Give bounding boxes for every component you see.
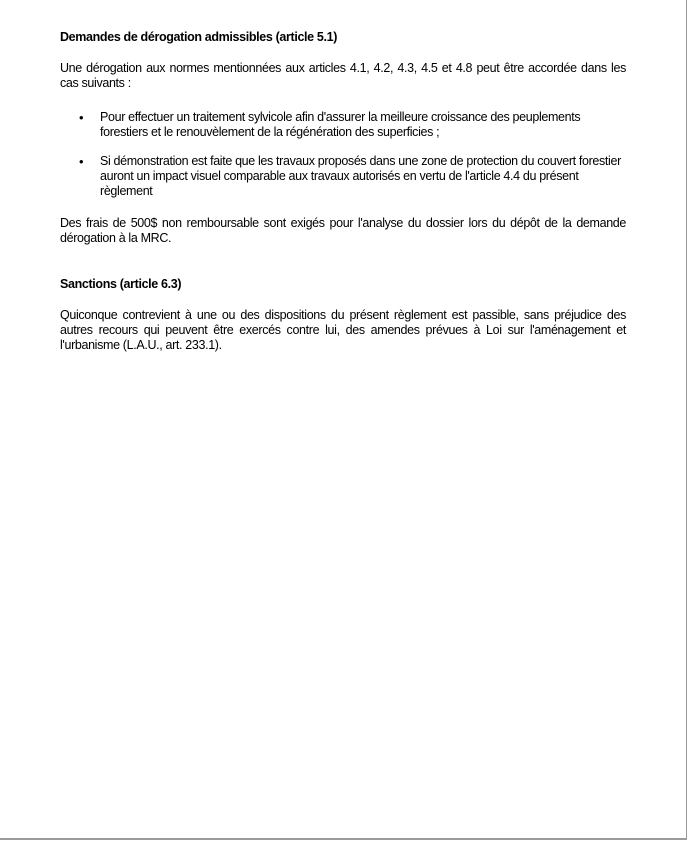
list-item-text: Si démonstration est faite que les travaux proposés dans une zone de protection du couvert forestier auront un impact visuel comparable aux travaux autorisés en vertu de l'article 4.4 du présent règlement [100, 154, 621, 198]
derogation-cases-list [60, 110, 626, 199]
document-body [60, 30, 626, 353]
sanctions-paragraph: Quiconque contrevient à une ou des dispositions du présent règlement est passible, sans préjudice des autres recours qui peuvent être exercés contre lui, des amendes prévues à Loi sur l'aménagement et l'urbanisme (L.A.U., art. 233.1). [60, 308, 626, 352]
list-item [60, 154, 626, 199]
bullet-icon: • [79, 110, 84, 125]
section-heading-sanctions: Sanctions (article 6.3) [60, 277, 182, 291]
derogation-intro-paragraph: Une dérogation aux normes mentionnées aux articles 4.1, 4.2, 4.3, 4.5 et 4.8 peut être accordée dans les cas suivants : [60, 61, 626, 90]
list-item [60, 110, 626, 140]
list-spacer [60, 140, 626, 154]
list-item-text: Pour effectuer un traitement sylvicole afin d'assurer la meilleure croissance des peuplements forestiers et le renouvèlement de la régénération des superficies ; [100, 110, 581, 139]
bullet-icon: • [79, 154, 84, 169]
derogation-fees-paragraph: Des frais de 500$ non remboursable sont exigés pour l'analyse du dossier lors du dépôt de la demande dérogation à la MRC. [60, 216, 626, 245]
section-heading-derogation: Demandes de dérogation admissibles (article 5.1) [60, 30, 338, 44]
